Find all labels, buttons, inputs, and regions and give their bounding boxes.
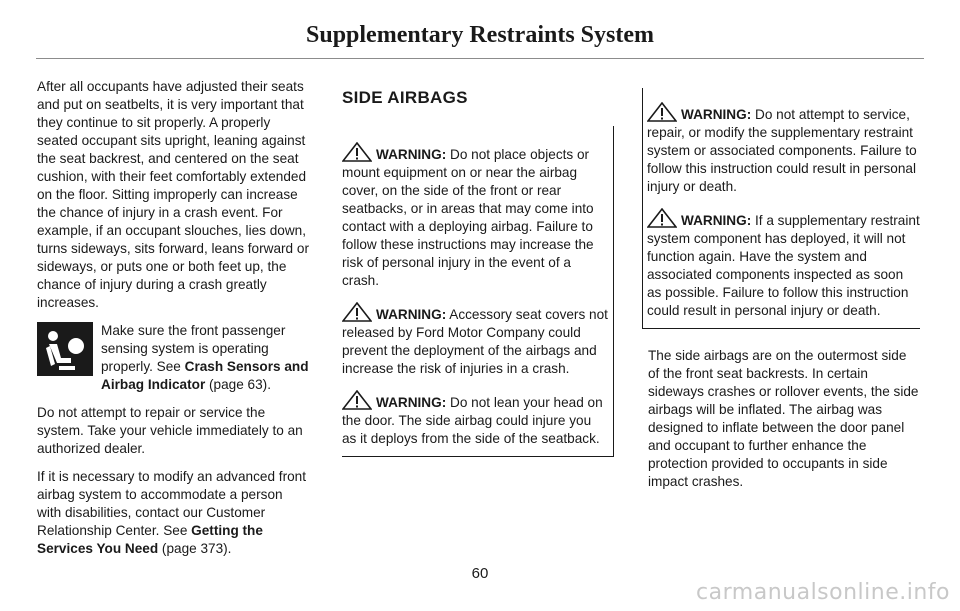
warning-text: Do not place objects or mount equipment on or near the airbag cover, on the side of the front or rear seatbacks, or in areas that may come into contact with a deploying airbag. Failure to follow these instructions may increase the risk of personal injury in the event of a crash.: [342, 147, 594, 288]
modify-airbag-page-ref: (page 373).: [158, 541, 232, 556]
sensing-system-text: Make sure the front passenger sensing system is operating properly. See: [101, 323, 286, 374]
link-getting-services[interactable]: Getting the Services You Need: [37, 523, 263, 556]
warning-triangle-icon: [342, 142, 372, 162]
column-middle: [342, 78, 614, 457]
paragraph-sitting-properly: After all occupants have adjusted their seats and put on seatbelts, it is very important that they continue to sit properly. A properly seated occupant sits upright, leaning against the seat backrest, and centered on the seat cushion, with their feet comfortably extended on the floor. Sitting improperly can increase the chance of injury in a crash event. For example, if an occupant slouches, lies down, turns sideways, sits forward, leans forward or sideways, or puts one or both feet up, the chance of injury during a crash greatly increases.: [37, 79, 309, 310]
page-number: 60: [471, 565, 489, 582]
column-right: [648, 78, 920, 501]
warning-item: [342, 142, 609, 290]
column-left: [37, 78, 309, 568]
warning-item: [342, 390, 609, 448]
warning-item: [647, 102, 920, 196]
warning-item: [342, 302, 609, 378]
link-crash-sensors[interactable]: Crash Sensors and Airbag Indicator: [101, 359, 309, 392]
warning-label: WARNING:: [376, 307, 447, 322]
warning-label: WARNING:: [376, 147, 447, 162]
sensing-system-page-ref: (page 63).: [205, 377, 271, 392]
warning-triangle-icon: [647, 102, 677, 122]
warning-text: If a supplementary restraint system component has deployed, it will not function again. Have the system and associated components inspected as soon as possible. Failure to follow this instruction could result in personal injury or death.: [647, 213, 920, 318]
warning-triangle-icon: [342, 302, 372, 322]
section-title-side-airbags: SIDE AIRBAGS: [342, 88, 468, 107]
paragraph-modify-airbag: [37, 468, 309, 558]
page-title: Supplementary Restraints System: [306, 22, 654, 48]
warning-box-service: [642, 88, 920, 329]
warning-text: Accessory seat covers not released by Ford Motor Company could prevent the deployment of the airbags and increase the risk of injuries in a crash.: [342, 307, 608, 376]
paragraph-repair-service: Do not attempt to repair or service the system. Take your vehicle immediately to an authorized dealer.: [37, 405, 303, 456]
warning-label: WARNING:: [376, 395, 447, 410]
warning-label: WARNING:: [681, 107, 752, 122]
warning-box-side-airbags: [342, 126, 614, 457]
airbag-indicator-note: [37, 322, 309, 394]
warning-triangle-icon: [647, 208, 677, 228]
warning-text: Do not attempt to service, repair, or modify the supplementary restraint system or associated components. Failure to follow this instruction could result in personal injury or death.: [647, 107, 917, 194]
watermark: carmanualsonline.info: [696, 580, 950, 605]
warning-triangle-icon: [342, 390, 372, 410]
warning-text: Do not lean your head on the door. The side airbag could injure you as it deploys from the side of the seatback.: [342, 395, 603, 446]
warning-item: [647, 208, 920, 320]
header-divider: [36, 58, 924, 59]
warning-label: WARNING:: [681, 213, 752, 228]
paragraph-side-airbags-location: The side airbags are on the outermost side of the front seat backrests. In certain sideways crashes or rollover events, the side airbags will be inflated. The airbag was designed to inflate between the door panel and occupant to further enhance the protection provided to occupants in side impact crashes.: [648, 348, 919, 489]
modify-airbag-text: If it is necessary to modify an advanced front airbag system to accommodate a person with disabilities, contact our Customer Relationship Center. See: [37, 469, 306, 538]
passenger-airbag-icon: [37, 322, 93, 376]
